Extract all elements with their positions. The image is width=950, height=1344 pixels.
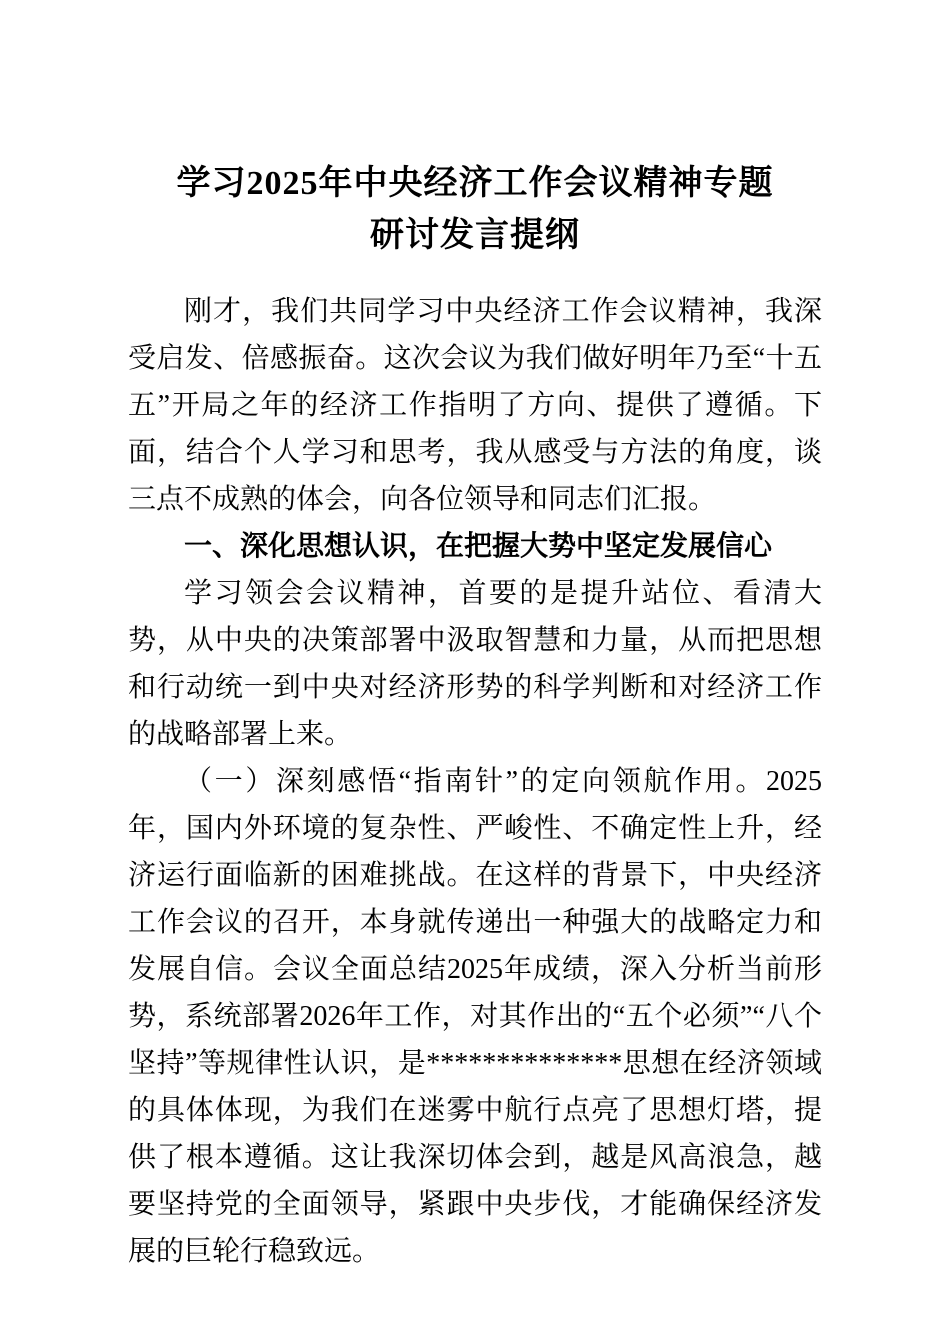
paragraph-section-overview: 学习领会会议精神，首要的是提升站位、看清大势，从中央的决策部署中汲取智慧和力量，从而把思想和行动统一到中央对经济形势的科学判断和对经济工作的战略部署上来。	[128, 578, 822, 750]
paragraph-intro: 刚才，我们共同学习中央经济工作会议精神，我深受启发、倍感振奋。这次会议为我们做好明年乃至“十五五”开局之年的经济工作指明了方向、提供了遵循。下面，结合个人学习和思考，我从感受与方法的角度，谈三点不成熟的体会，向各位领导和同志们汇报。	[128, 296, 822, 515]
section-heading-1: 一、深化思想认识，在把握大势中坚定发展信心	[184, 531, 773, 562]
paragraph-point-one: （一）深刻感悟“指南针”的定向领航作用。2025年，国内外环境的复杂性、严峻性、不确定性上升，经济运行面临新的困难挑战。在这样的背景下，中央经济工作会议的召开，本身就传递出一种强大的战略定力和发展自信。会议全面总结2025年成绩，深入分析当前形势，系统部署2026年工作，对其作出的“五个必须”“八个坚持”等规律性认识，是**************思想在经济领域的具体体现，为我们在迷雾中航行点亮了思想灯塔，提供了根本遵循。这让我深切体会到，越是风高浪急，越要坚持党的全面领导，紧跟中央步伐，才能确保经济发展的巨轮行稳致远。	[128, 766, 822, 1267]
title-line-2: 研讨发言提纲	[370, 217, 580, 254]
title-line-1: 学习2025年中央经济工作会议精神专题	[176, 165, 774, 202]
document-title	[128, 158, 822, 262]
